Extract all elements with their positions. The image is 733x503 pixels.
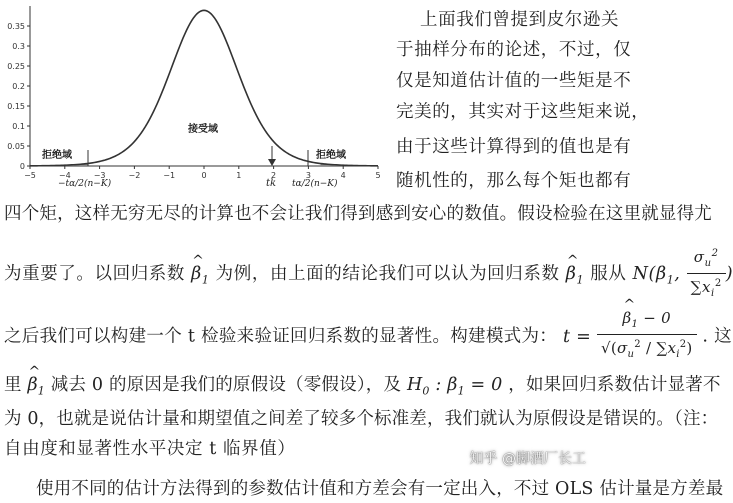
critical-value-label-right: tα/2(n−K) [292, 179, 338, 189]
text-line-11: 为 0，也就是说估计量和期望值之间差了较多个标准差，我们就认为原假设是错误的。（注： [4, 409, 719, 429]
density-curve [30, 10, 378, 165]
x-tick-label: 5 [375, 171, 381, 180]
y-tick-label: 0.3 [12, 42, 25, 51]
x-tick-label: 2 [271, 171, 277, 180]
text-line-4: 完美的，其实对于这些矩来说， [396, 102, 650, 122]
x-tick-label: 0 [201, 171, 207, 180]
x-tick-label: −3 [93, 171, 106, 180]
text-line-5: 由于这些计算得到的值也是有 [396, 137, 632, 157]
tk-arrow-head [268, 159, 276, 166]
text-line-8-a: 为重要了。以回归系数 [4, 264, 185, 284]
text-line-7: 四个矩，这样无穷无尽的计算也不会让我们得到感到安心的数值。假设检验在这里就显得尤 [4, 204, 712, 224]
y-tick-label: 0.2 [12, 82, 25, 91]
y-tick-label: 0.35 [7, 22, 25, 31]
t-distribution-figure [0, 0, 392, 198]
y-tick-label: 0.05 [7, 142, 25, 151]
text-line-1: 上面我们曾提到皮尔逊关 [420, 10, 620, 30]
text-line-10 [4, 373, 721, 404]
text-line-12: 自由度和显著性水平决定 t 临界值） [4, 439, 296, 459]
t-distribution-svg [0, 0, 392, 198]
text-line-9 [4, 309, 732, 365]
text-line-10-a: 里 [4, 375, 22, 395]
x-tick-label: −2 [128, 171, 141, 180]
beta1-hat-math-2: ^ $\beta_1$ [566, 264, 584, 284]
text-line-3: 仅是知道估计值的一些矩是不 [396, 71, 632, 91]
y-tick-label: 0 [19, 162, 25, 171]
text-line-13: 使用不同的估计方法得到的参数估计值和方差会有一定出入，不过 OLS 估计量是方差最 [36, 479, 724, 499]
text-line-6: 随机性的，那么每个矩也都有 [396, 171, 632, 191]
accept-region-label: 接受域 [188, 124, 218, 135]
x-tick-label: −1 [163, 171, 176, 180]
text-line-9-a: 之后我们可以构建一个 t 检验来验证回归系数的显著性。构建模式为： [4, 326, 558, 347]
text-line-10-c: ，如果回归系数估计显著不 [508, 375, 721, 395]
critical-value-label-left: −tα/2(n−K) [58, 179, 112, 189]
x-tick-label: 4 [340, 171, 346, 180]
null-hypothesis-math: $H_0$ : $\beta_1 = 0$ [406, 375, 503, 398]
y-tick-label: 0.15 [7, 102, 25, 111]
y-tick-label: 0.25 [7, 62, 25, 71]
x-tick-label: 1 [236, 171, 242, 180]
watermark: 知乎 @脚酒厂长工 [469, 451, 586, 467]
variance-fraction: $\frac{\sigma_u^2}{\sum x_i^2}$ [687, 245, 726, 304]
text-line-8-c: 服从 [590, 264, 627, 284]
beta1-hat-math: ^ $\beta_1$ [191, 264, 209, 284]
x-tick-label: 3 [305, 171, 311, 180]
text-line-2: 于抽样分布的论述，不过，仅 [396, 40, 632, 60]
y-tick-label: 0.1 [12, 122, 25, 131]
tk-label: tk [266, 178, 277, 189]
text-line-8-b: 为例，由上面的结论我们可以认为回归系数 [215, 264, 560, 284]
normal-distribution-math: $N(\beta_1$, $\frac{\sigma_u^2}{\sum x_i^2}$ ) [633, 264, 733, 284]
reject-region-label-right: 拒绝域 [316, 150, 346, 161]
reject-region-label-left: 拒绝域 [42, 150, 72, 161]
beta1-hat-math-3: ^ $\beta_1$ [27, 375, 45, 395]
t-fraction: ^ $\frac{\beta_1 - 0}{√(\sigma_u^2 / \sum x_i^2)}$ [597, 309, 697, 365]
text-line-9-tail: . 这 [702, 326, 732, 347]
text-line-10-b: 减去 0 的原因是我们的原假设（零假设），及 [50, 375, 402, 395]
x-tick-label: −5 [24, 171, 36, 180]
x-tick-label: −4 [58, 171, 71, 180]
t-statistic-math: t = ^ $\frac{\beta_1 - 0}{√(\sigma_u^2 / \sum x_i^2)}$ [563, 327, 697, 347]
